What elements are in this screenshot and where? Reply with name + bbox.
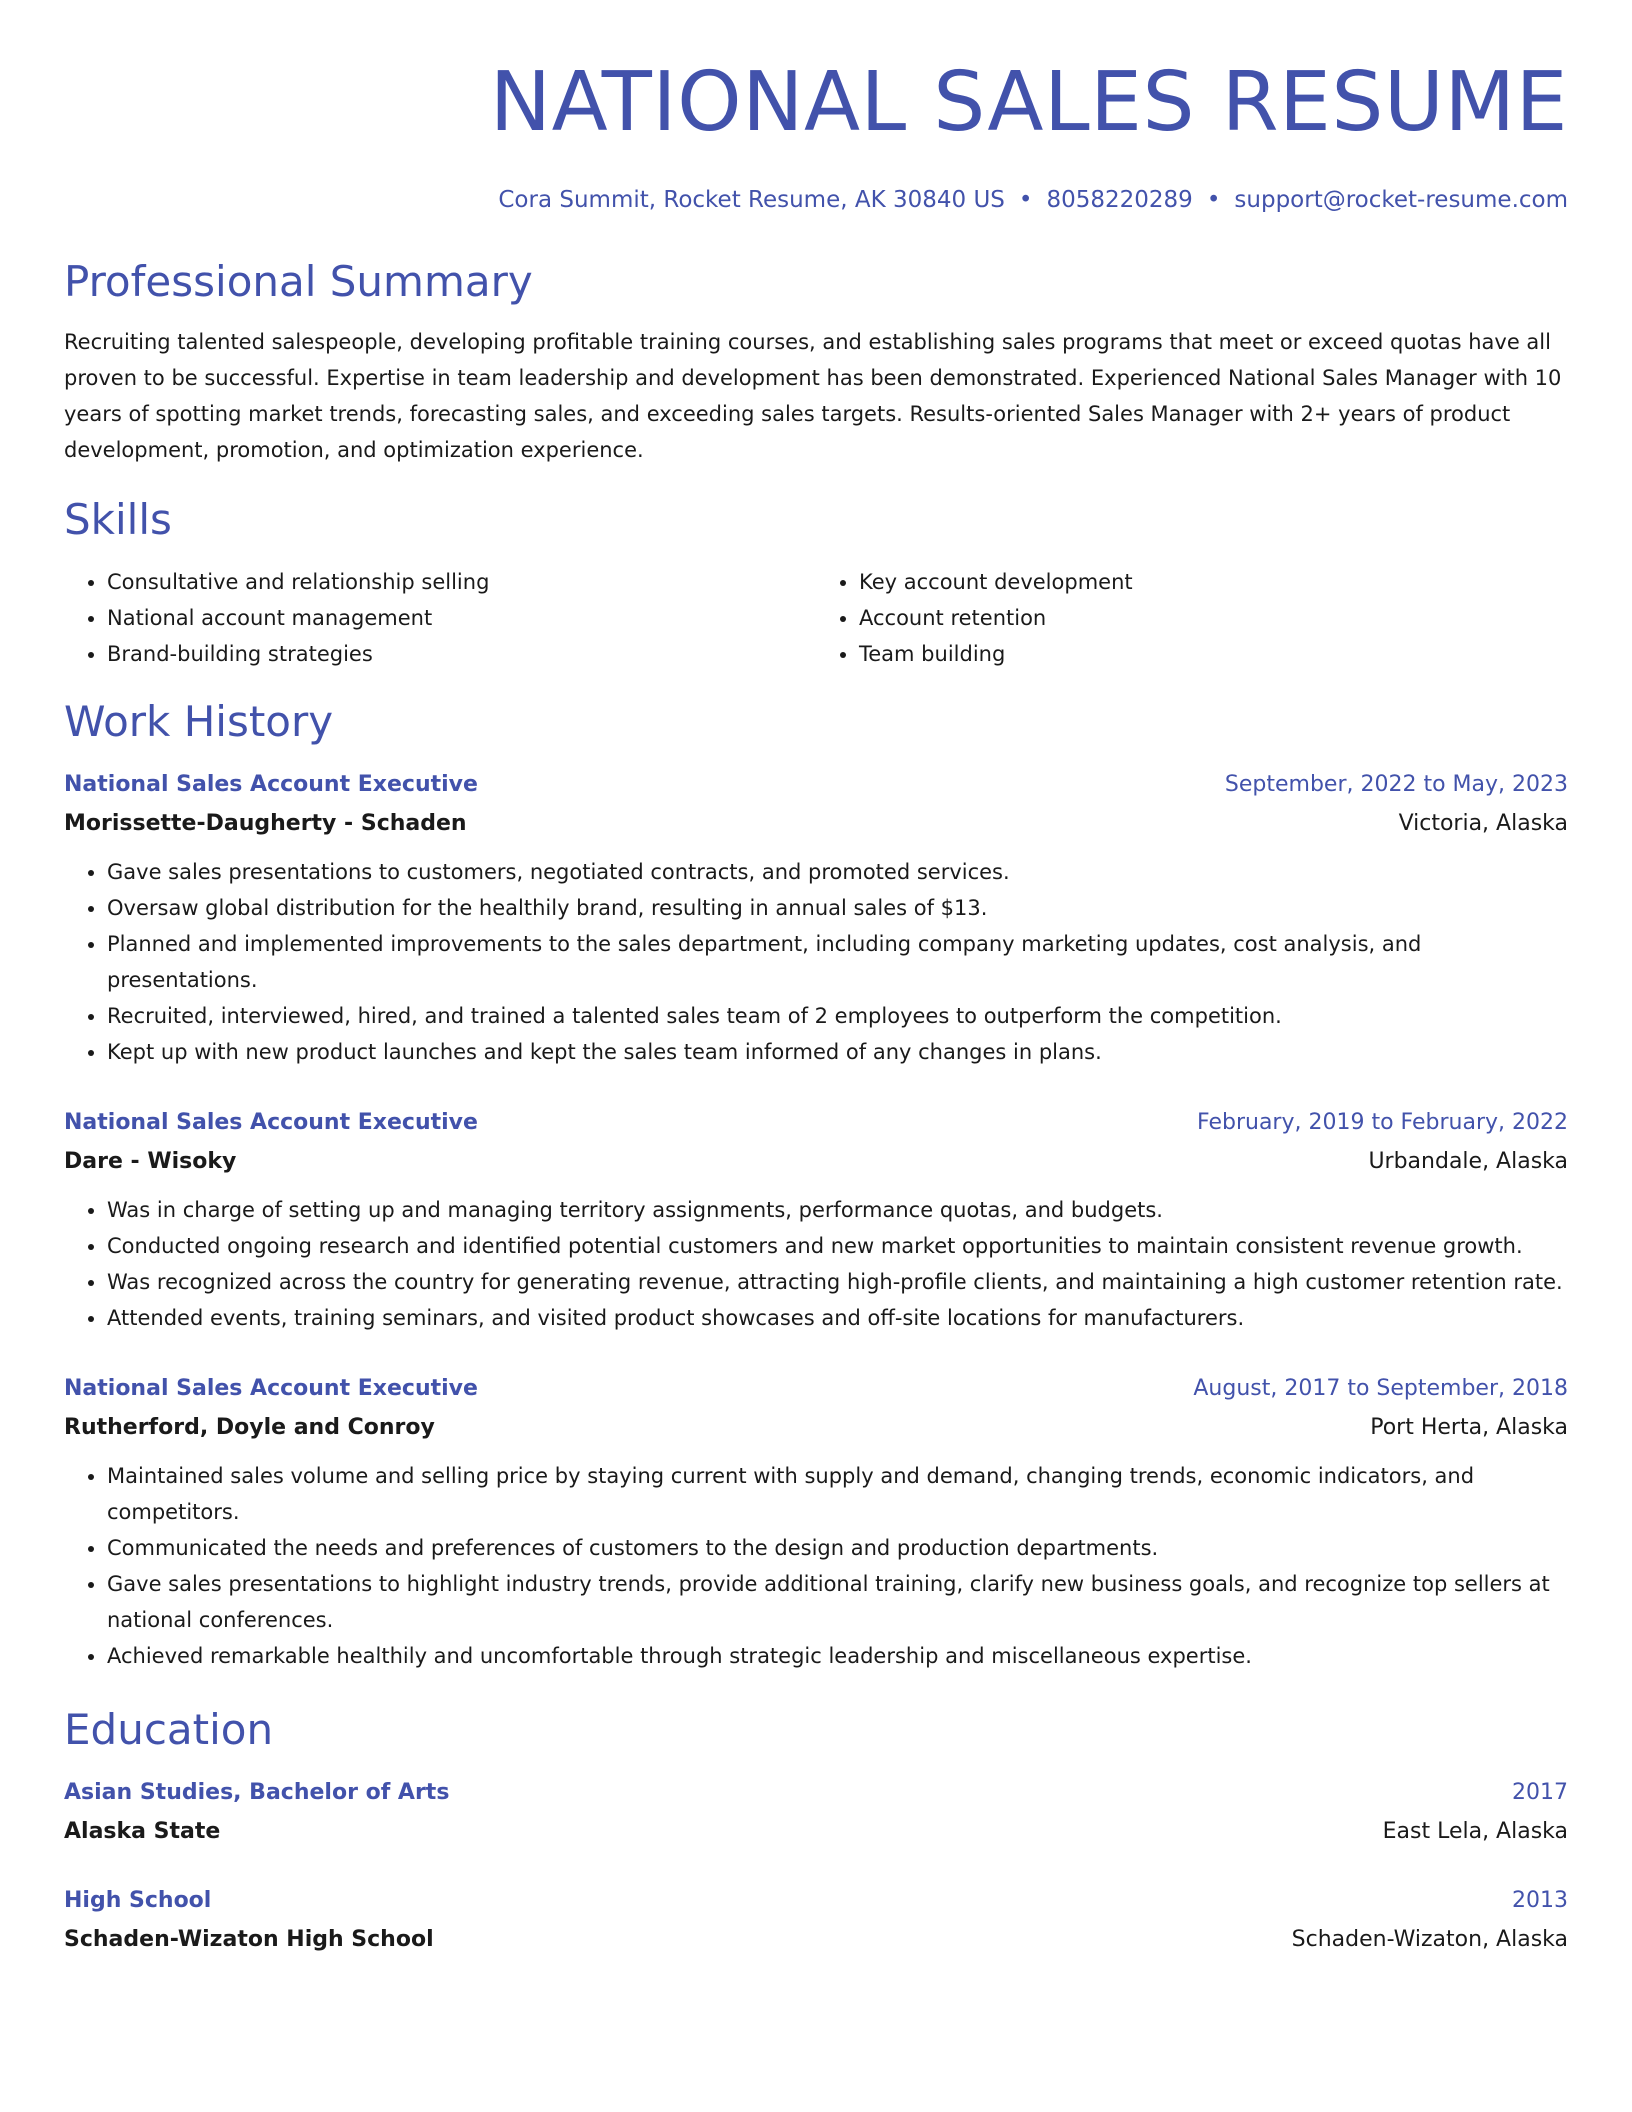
summary-heading: Professional Summary: [64, 257, 533, 306]
education-school-row: [64, 1920, 1568, 1960]
skill-item: • Key account development: [859, 564, 1568, 600]
job-entry: [64, 766, 1568, 1070]
job-dates: September, 2022 to May, 2023: [1224, 772, 1568, 797]
job-bullet: • Was recognized across the country for generating revenue, attracting high-profile clients, and maintaining a high customer retention rate.: [107, 1264, 1568, 1300]
education-entry: [64, 1882, 1568, 1960]
job-header-row: [64, 1370, 1568, 1408]
job-bullets: [64, 854, 1568, 1070]
education-school: Schaden-Wizaton High School: [64, 1927, 434, 1952]
job-bullet: • Recruited, interviewed, hired, and trained a talented sales team of 2 employees to outperform the competition.: [107, 998, 1568, 1034]
job-title: National Sales Account Executive: [64, 1110, 478, 1135]
contact-line: [64, 184, 1568, 216]
job-bullet: • Was in charge of setting up and managing territory assignments, performance quotas, and budgets.: [107, 1192, 1568, 1228]
job-bullet: • Kept up with new product launches and kept the sales team informed of any changes in plans.: [107, 1034, 1568, 1070]
education-header-row: [64, 1774, 1568, 1812]
job-bullet: • Communicated the needs and preferences of customers to the design and production departments.: [107, 1530, 1568, 1566]
job-bullet: • Maintained sales volume and selling price by staying current with supply and demand, changing trends, economic indicators, and competitors.: [107, 1458, 1568, 1530]
work-history-heading: Work History: [64, 697, 334, 746]
contact-separator: •: [1206, 187, 1221, 213]
skills-heading: Skills: [64, 495, 172, 544]
education-entry: [64, 1774, 1568, 1852]
job-company-row: [64, 1408, 1568, 1448]
job-location: Port Herta, Alaska: [1370, 1415, 1568, 1440]
job-title: National Sales Account Executive: [64, 772, 478, 797]
skill-item: • National account management: [107, 600, 816, 636]
job-company: Rutherford, Doyle and Conroy: [64, 1415, 435, 1440]
resume-title: NATIONAL SALES RESUME: [489, 55, 1568, 150]
education-year: 2017: [1512, 1780, 1568, 1805]
job-company-row: [64, 1142, 1568, 1182]
job-bullets: [64, 1458, 1568, 1674]
skill-item: • Consultative and relationship selling: [107, 564, 816, 600]
job-title: National Sales Account Executive: [64, 1376, 478, 1401]
education-location: East Lela, Alaska: [1382, 1819, 1568, 1844]
skill-item: • Brand-building strategies: [107, 636, 816, 672]
job-bullet: • Attended events, training seminars, and visited product showcases and off-site locations for manufacturers.: [107, 1300, 1568, 1336]
job-bullet: • Achieved remarkable healthily and uncomfortable through strategic leadership and miscellaneous expertise.: [107, 1638, 1568, 1674]
job-entry: [64, 1370, 1568, 1674]
job-dates: August, 2017 to September, 2018: [1193, 1376, 1568, 1401]
contact-phone: 8058220289: [1046, 187, 1193, 213]
job-bullet: • Planned and implemented improvements to the sales department, including company marketing updates, cost analysis, and presentations.: [107, 926, 1568, 998]
education-header-row: [64, 1882, 1568, 1920]
job-company: Dare - Wisoky: [64, 1149, 237, 1174]
contact-separator: •: [1018, 187, 1033, 213]
job-location: Urbandale, Alaska: [1368, 1149, 1568, 1174]
job-entry: [64, 1104, 1568, 1336]
job-header-row: [64, 766, 1568, 804]
skill-item: • Team building: [859, 636, 1568, 672]
job-bullet: • Conducted ongoing research and identified potential customers and new market opportunities to maintain consistent revenue growth.: [107, 1228, 1568, 1264]
education-school: Alaska State: [64, 1819, 221, 1844]
job-header-row: [64, 1104, 1568, 1142]
job-bullets: [64, 1192, 1568, 1336]
skills-column-right: [816, 564, 1568, 672]
education-year: 2013: [1512, 1888, 1568, 1913]
skills-column-left: [64, 564, 816, 672]
skill-item: • Account retention: [859, 600, 1568, 636]
job-bullet: • Gave sales presentations to highlight industry trends, provide additional training, clarify new business goals, and recognize top sellers at national conferences.: [107, 1566, 1568, 1638]
contact-email[interactable]: support@rocket-resume.com: [1234, 187, 1568, 213]
education-heading: Education: [64, 1705, 274, 1754]
education-degree: Asian Studies, Bachelor of Arts: [64, 1780, 450, 1805]
contact-address: Cora Summit, Rocket Resume, AK 30840 US: [498, 187, 1005, 213]
job-dates: February, 2019 to February, 2022: [1197, 1110, 1568, 1135]
job-bullet: • Oversaw global distribution for the healthily brand, resulting in annual sales of $13.: [107, 890, 1568, 926]
summary-text: Recruiting talented salespeople, developing profitable training courses, and establishing sales programs that meet or exceed quotas have all proven to be successful. Expertise in team leadership and development has been demonstrated. Experienced National Sales Manager with 10 years of spotting market trends, forecasting sales, and exceeding sales targets. Results-oriented Sales Manager with 2+ years of product development, promotion, and optimization experience.: [64, 330, 1562, 462]
education-school-row: [64, 1812, 1568, 1852]
job-bullet: • Gave sales presentations to customers, negotiated contracts, and promoted services.: [107, 854, 1568, 890]
job-location: Victoria, Alaska: [1398, 811, 1568, 836]
job-company: Morissette-Daugherty - Schaden: [64, 811, 467, 836]
education-location: Schaden-Wizaton, Alaska: [1291, 1927, 1568, 1952]
education-degree: High School: [64, 1888, 212, 1913]
skills-list: [64, 564, 1568, 672]
job-company-row: [64, 804, 1568, 844]
